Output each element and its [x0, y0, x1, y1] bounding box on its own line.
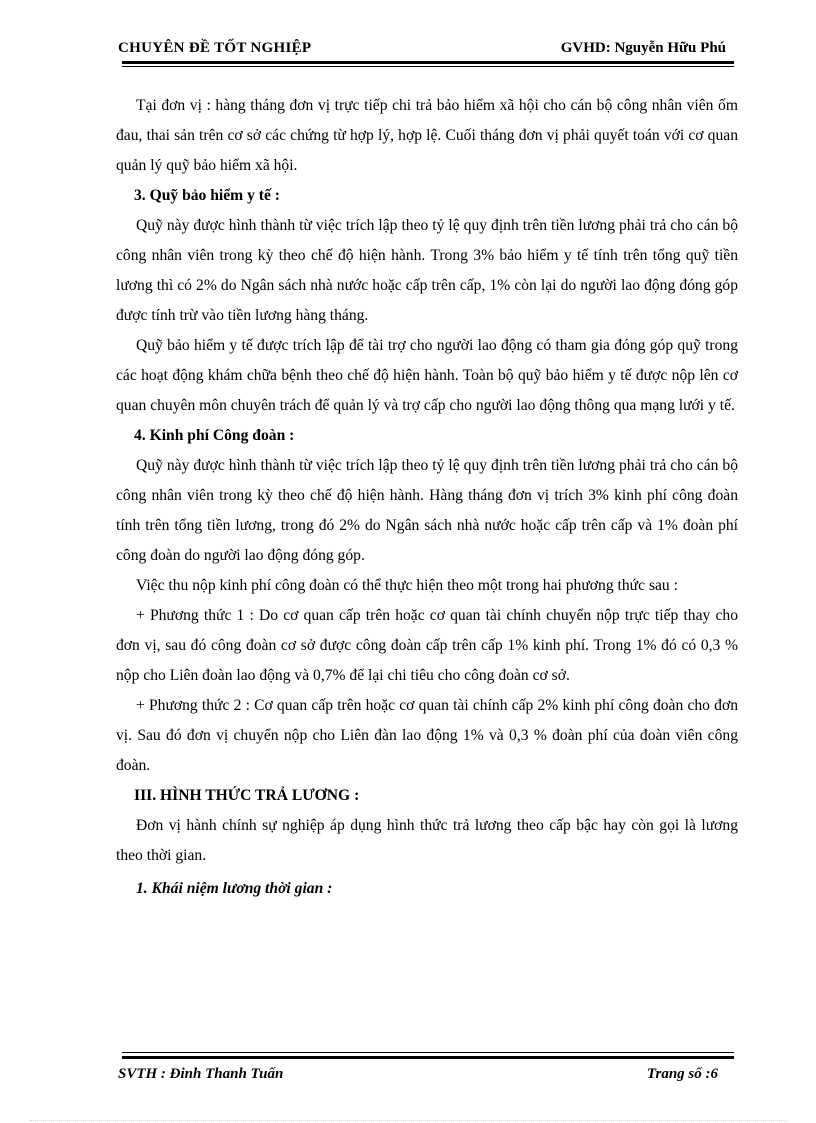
page-bottom-border [30, 1120, 786, 1121]
header-rule-thick [122, 61, 734, 64]
footer-student: SVTH : Đinh Thanh Tuấn [118, 1066, 284, 1082]
footer-page-number: Trang số :6 [646, 1066, 718, 1082]
page-footer [118, 1066, 718, 1088]
header-rule-thin [122, 66, 734, 67]
heading-health-insurance-fund: 3. Quỹ bảo hiểm y tế : [134, 187, 280, 204]
paragraph-social-insurance-payment: Tại đơn vị : hàng tháng đơn vị trực tiếp chi trả bảo hiểm xã hội cho cán bộ công nhân viên ốm đau, thai sản trên cơ sở các chứng từ hợp lý, hợp lệ. Cuối tháng đơn vị phải quyết toán với cơ quan quản lý quỹ bảo hiểm xã hội. [116, 97, 738, 174]
document-body [116, 91, 738, 904]
paragraph-health-insurance-formation: Quỹ này được hình thành từ việc trích lập theo tỷ lệ quy định trên tiền lương phải trả cho cán bộ công nhân viên trong kỳ theo chế độ hiện hành. Trong 3% bảo hiểm y tế tính trên tổng quỹ tiền lương thì có 2% do Ngân sách nhà nước hoặc cấp trên cấp, 1% còn lại do người lao động đóng góp được tính trừ vào tiền lương hàng tháng. [116, 217, 738, 324]
paragraph-method-1: + Phương thức 1 : Do cơ quan cấp trên hoặc cơ quan tài chính chuyển nộp trực tiếp thay cho đơn vị, sau đó công đoàn cơ sở được công đoàn cấp trên cấp 1% kinh phí. Trong 1% đó có 0,3 % nộp cho Liên đoàn lao động và 0,7% để lại chi tiêu cho công đoàn cơ sở. [116, 607, 738, 684]
footer-rule-thick [122, 1056, 734, 1059]
paragraph-payment-forms: Đơn vị hành chính sự nghiệp áp dụng hình thức trả lương theo cấp bậc hay còn gọi là lương theo thời gian. [116, 817, 738, 864]
paragraph-union-fund-methods: Việc thu nộp kinh phí công đoàn có thể thực hiện theo một trong hai phương thức sau : [136, 577, 678, 594]
paragraph-union-fund-formation: Quỹ này được hình thành từ việc trích lập theo tỷ lệ quy định trên tiền lương phải trả cho cán bộ công nhân viên trong kỳ theo chế độ hiện hành. Hàng tháng đơn vị trích 3% kinh phí công đoàn tính trên tổng tiền lương, trong đó 2% do Ngân sách nhà nước hoặc cấp trên cấp và 1% đoàn phí công đoàn do người lao động đóng góp. [116, 457, 738, 564]
heading-payment-forms: III. HÌNH THỨC TRẢ LƯƠNG : [134, 787, 360, 804]
footer-rule-thin [122, 1052, 734, 1053]
header-title: CHUYÊN ĐỀ TỐT NGHIỆP [118, 40, 312, 56]
paragraph-method-2: + Phương thức 2 : Cơ quan cấp trên hoặc cơ quan tài chính cấp 2% kinh phí công đoàn cho đơn vị. Sau đó đơn vị chuyển nộp cho Liên đàn lao động 1% và 0,3 % đoàn phí của đoàn viên công đoàn. [116, 697, 738, 774]
heading-union-fund: 4. Kinh phí Công đoàn : [134, 427, 295, 444]
header-advisor: GVHD: Nguyễn Hữu Phú [560, 40, 726, 56]
heading-time-wage-concept: 1. Khái niệm lương thời gian : [136, 880, 333, 897]
page-header [118, 40, 738, 62]
paragraph-health-insurance-usage: Quỹ bảo hiểm y tế được trích lập để tài trợ cho người lao động có tham gia đóng góp quỹ trong các hoạt động khám chữa bệnh theo chế độ hiện hành. Toàn bộ quỹ bảo hiểm y tế được nộp lên cơ quan chuyên môn chuyên trách để quản lý và trợ cấp cho người lao động thông qua mạng lưới y tế. [116, 337, 738, 414]
